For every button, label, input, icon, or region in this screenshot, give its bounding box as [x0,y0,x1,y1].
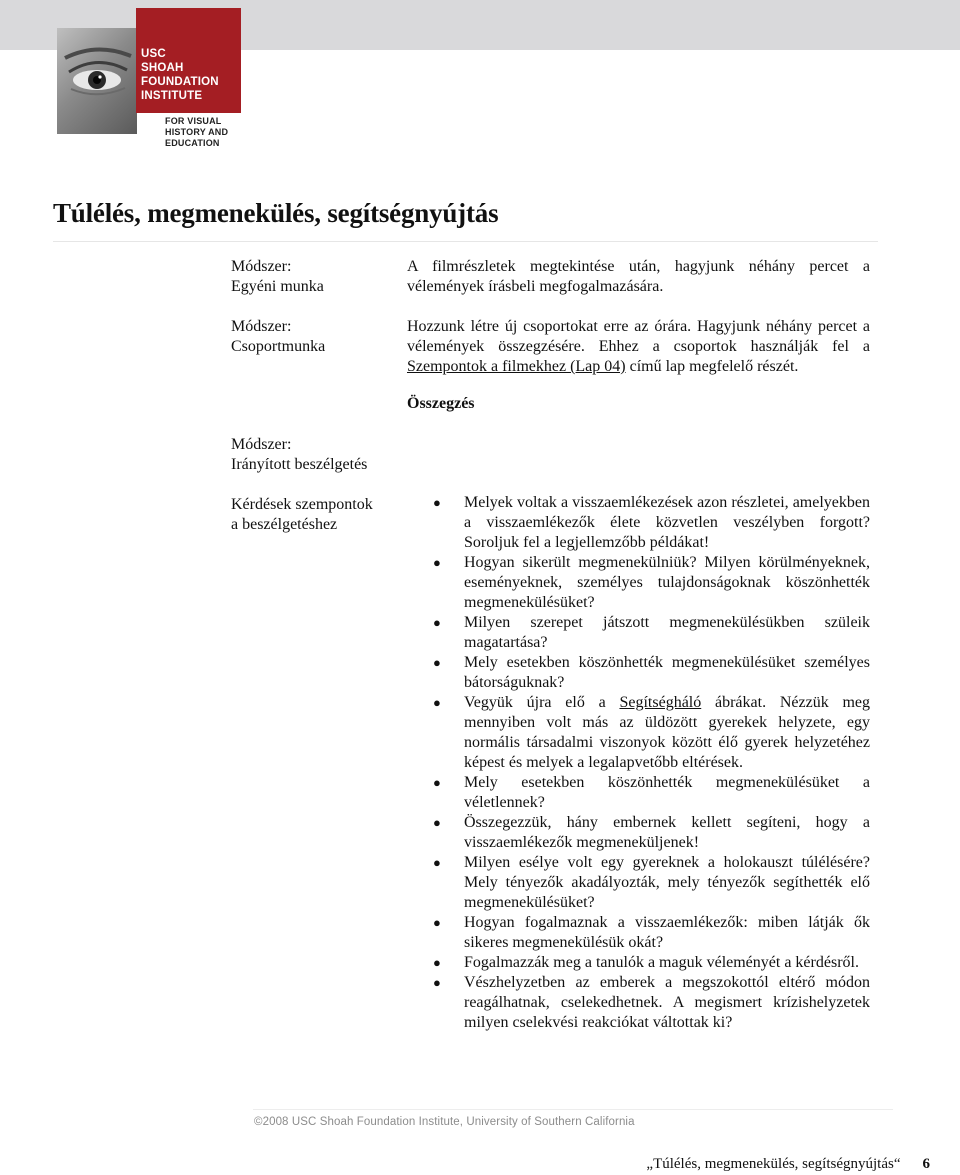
logo-subtitle-line: HISTORY AND [165,127,229,137]
text-segment: Vegyük újra elő a [464,694,620,711]
bullet-icon: ● [433,775,441,790]
helpnet-link[interactable]: Segítségháló [619,694,702,711]
question-item [433,773,870,813]
method-label-value: Egyéni munka [231,278,324,295]
method-label-line: Módszer: [231,436,292,453]
text-segment: Hozzunk létre új csoportokat erre az órára. Hagyjunk néhány percet a vélemények összegzésére. Ehhez a csoportok használják fel a [407,318,870,355]
method-label-guided [231,435,367,475]
question-text: Hogyan fogalmaznak a visszaemlékezők: miben látják ők sikeres megmenekülésük okát? [464,914,870,951]
question-item [433,613,870,653]
question-text: Mely esetekben köszönhették megmenekülésüket a véletlennek? [464,774,870,811]
question-item [433,973,870,1033]
worksheet-link[interactable]: Szempontok a filmekhez (Lap 04) [407,358,626,375]
logo-text-line: USC [141,48,166,60]
method-text-group [407,317,870,377]
logo-text-line: INSTITUTE [141,90,203,102]
method-text-individual: A filmrészletek megtekintése után, hagyjunk néhány percet a vélemények írásbeli megfogalmazására. [407,258,870,295]
question-text: Milyen esélye volt egy gyereknek a holokauszt túlélésére? Mely tényezők akadályozták, mely tényezők segíthették elő megmenekülésüket? [464,854,870,911]
eye-icon [57,28,137,134]
question-text: Fogalmazzák meg a tanulók a maguk véleményét a kérdésről. [464,954,859,971]
title-divider [53,241,878,242]
question-text: Hogyan sikerült megmenekülniük? Milyen körülményeknek, eseményeknek, személyes tulajdonságoknak köszönhették megmenekülésüket? [464,554,870,611]
bullet-icon: ● [433,555,441,570]
question-text: Mely esetekben köszönhették megmenekülésüket személyes bátorságuknak? [464,654,870,691]
page-title: Túlélés, megmenekülés, segítségnyújtás [53,198,499,228]
bullet-icon: ● [433,975,441,990]
method-label-line: Módszer: [231,318,292,335]
logo-text-line: SHOAH [141,62,184,74]
question-item [433,493,870,553]
bullet-icon: ● [433,855,441,870]
text-segment: című lap megfelelő részét. [625,358,799,375]
page-number: 6 [922,1156,930,1172]
bullet-icon: ● [433,695,441,710]
bullet-icon: ● [433,955,441,970]
question-text: Melyek voltak a visszaemlékezések azon részletei, amelyekben a visszaemlékezők élete közvetlen veszélyben forgott? Soroljuk fel a legjellemzőbb példákat! [464,494,870,551]
question-text: Milyen szerepet játszott megmenekülésükben szüleik magatartása? [464,614,870,651]
bullet-icon: ● [433,815,441,830]
question-item [433,553,870,613]
bullet-icon: ● [433,495,441,510]
method-label-line: Módszer: [231,258,292,275]
question-item [433,853,870,913]
method-label-individual [231,257,324,297]
copyright-notice: ©2008 USC Shoah Foundation Institute, University of Southern California [254,1116,635,1128]
text-segment: ábrákat. Nézzük meg mennyiben volt más az üldözött gyerekek helyzete, egy normális társadalmi viszonyok között élő gyerek helyzetéhez képest és melyek a legalapvetőbb eltérések. [464,694,871,771]
method-label-value: Csoportmunka [231,338,326,355]
logo-eye-photo [57,28,137,134]
logo-subtitle-line: FOR VISUAL [165,116,222,126]
page-footer [646,1156,930,1173]
bullet-icon: ● [433,915,441,930]
method-label-group [231,317,325,357]
question-text: Vészhelyzetben az emberek a megszokottól eltérő módon reagálhatnak, cselekedhetnek. A megismert krízishelyzetek milyen cselekvési reakciókat váltottak ki? [464,974,870,1031]
logo-subtitle [165,116,228,149]
question-text: Összegezzük, hány embernek kellett segíteni, hogy a visszaemlékezők megmeneküljenek! [464,814,870,851]
bullet-icon: ● [433,655,441,670]
question-item [433,953,870,973]
question-item [433,653,870,693]
summary-heading: Összegzés [407,395,475,412]
logo-red-block [136,8,241,113]
questions-label [231,495,373,535]
questions-label-line: a beszélgetéshez [231,516,338,533]
question-item [433,913,870,953]
logo-text-line: FOUNDATION [141,76,219,88]
question-list [433,493,870,1033]
question-item [433,813,870,853]
method-label-value: Irányított beszélgetés [231,456,368,473]
footer-divider [253,1109,893,1110]
question-item [433,693,870,773]
questions-label-line: Kérdések szempontok [231,496,373,513]
running-title: „Túlélés, megmenekülés, segítségnyújtás“ [646,1156,901,1172]
logo-subtitle-line: EDUCATION [165,138,220,148]
bullet-icon: ● [433,615,441,630]
